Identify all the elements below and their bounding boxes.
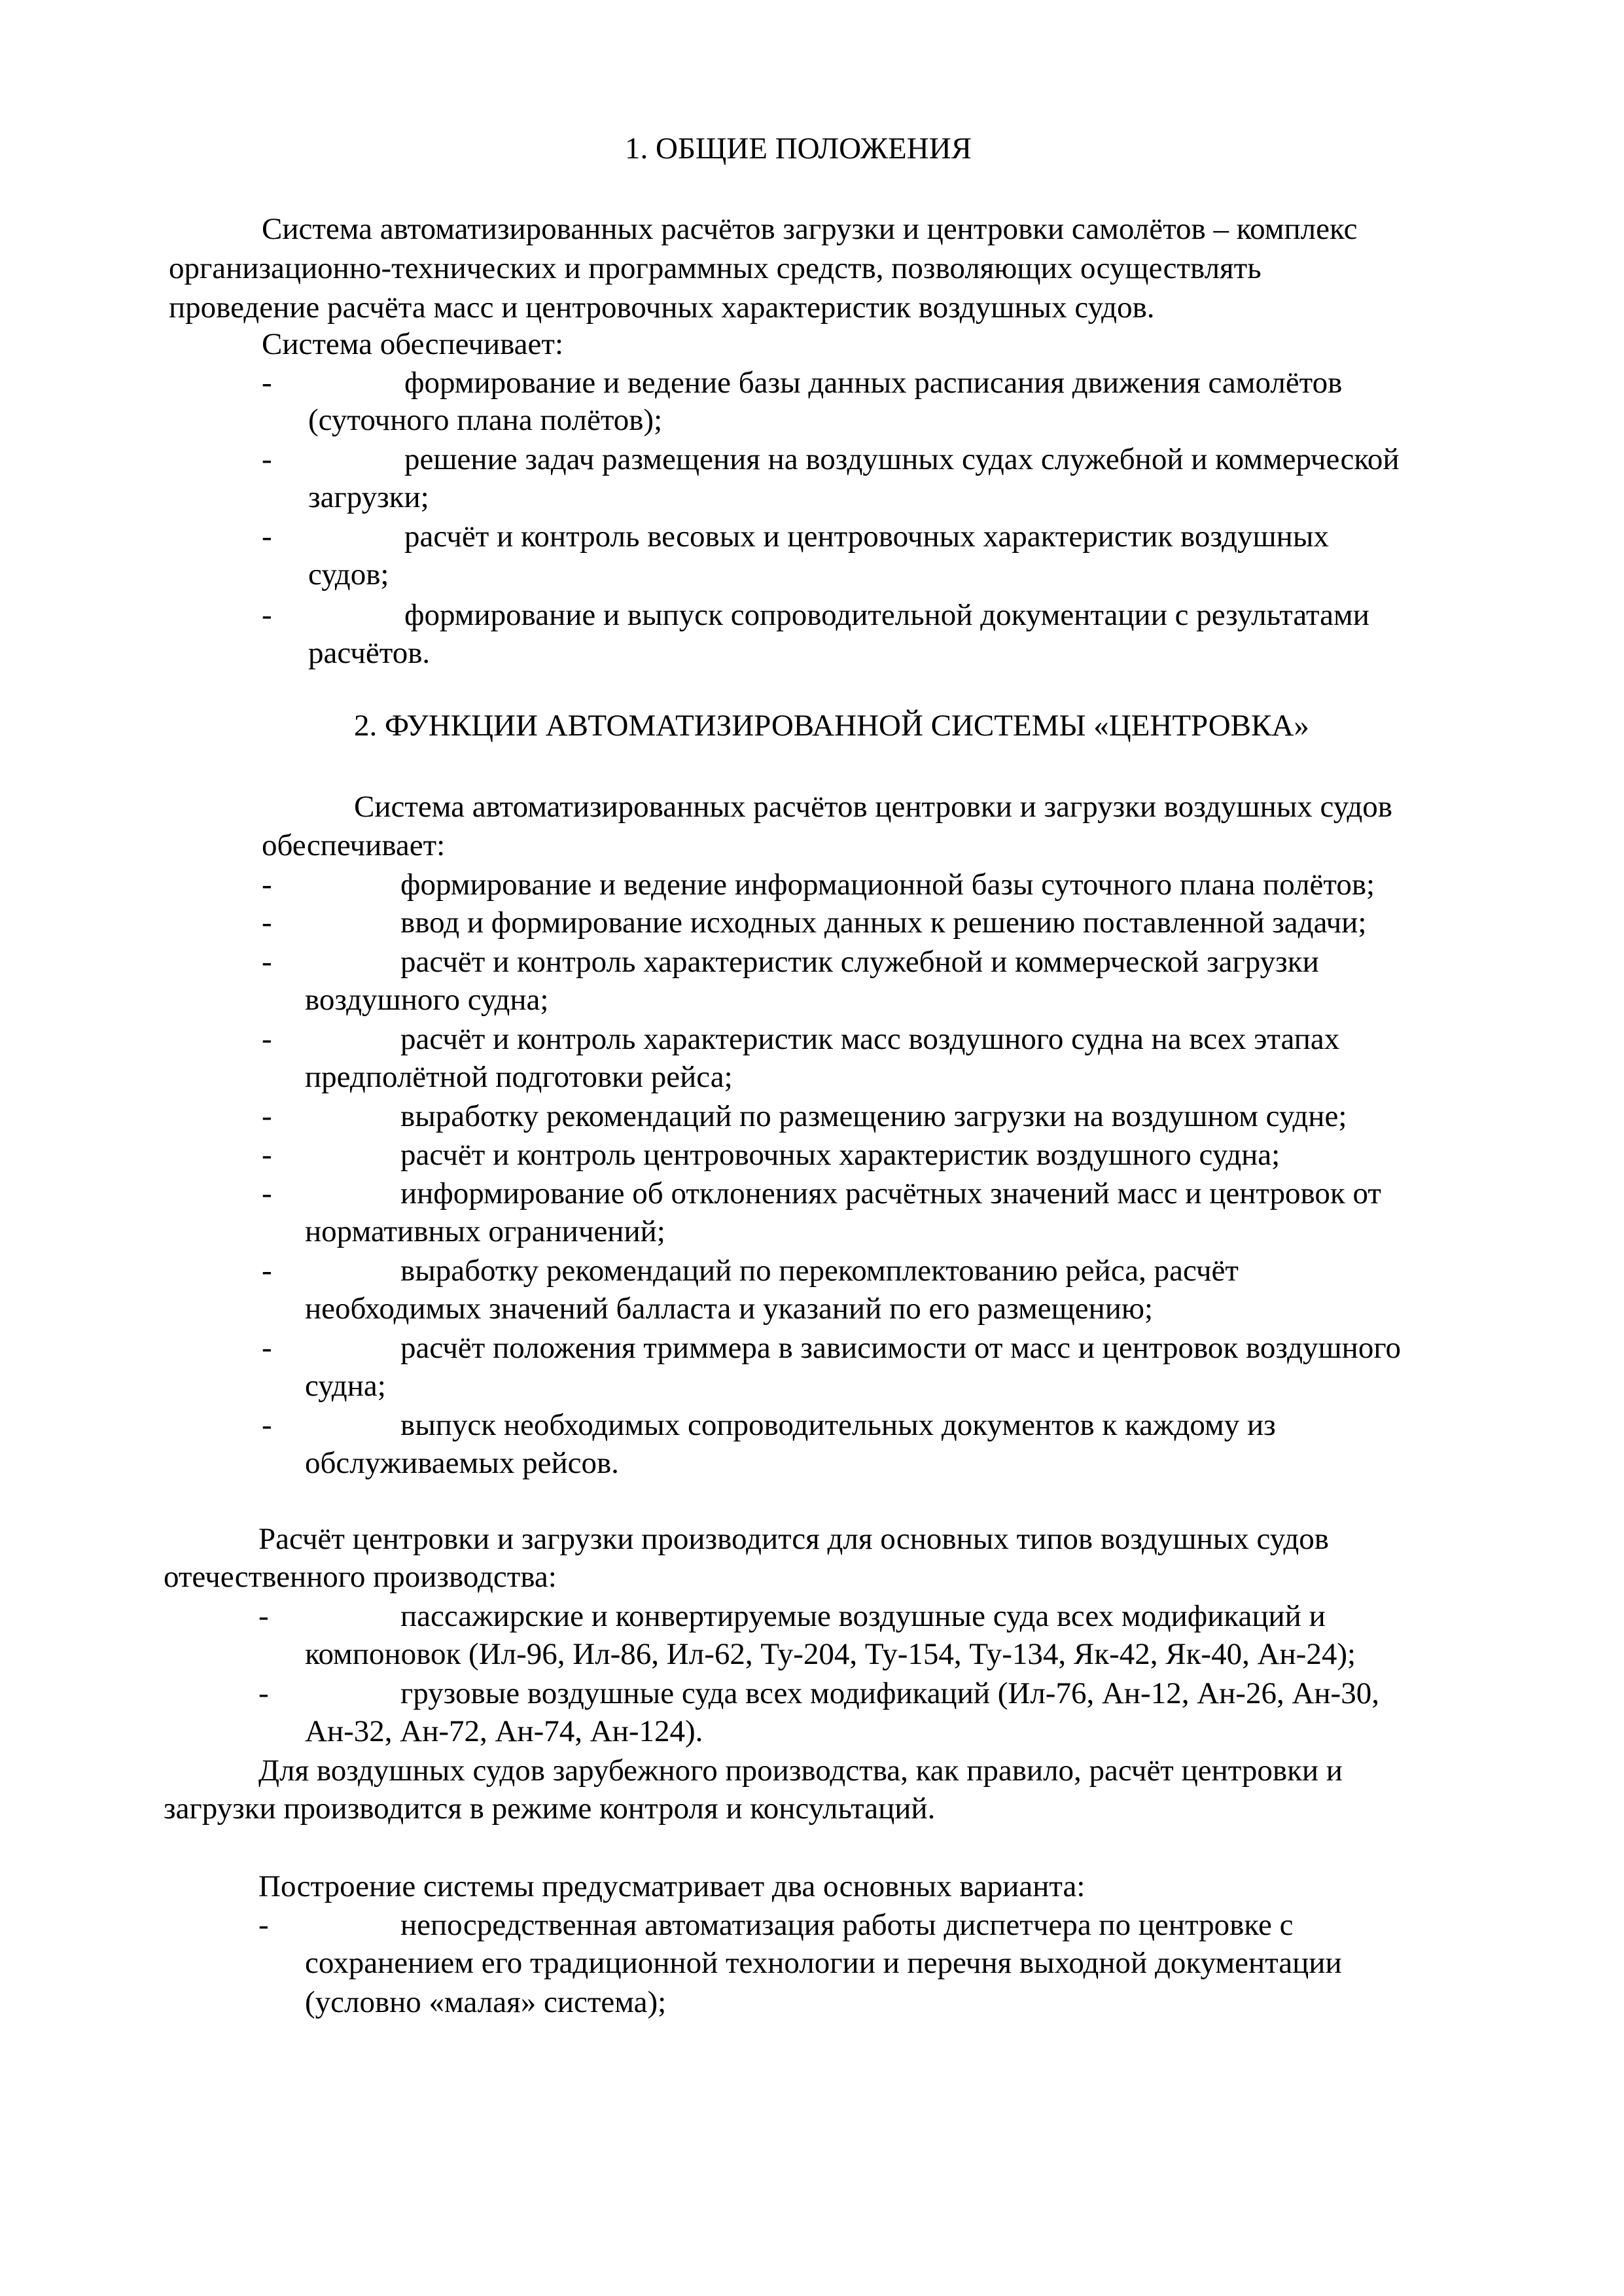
list-item-line: формирование и ведение базы данных расписания движения самолётов xyxy=(404,366,1343,400)
list-bullet-dash: - xyxy=(262,520,272,554)
list-item-line: сохранением его традиционной технологии и перечня выходной документации xyxy=(305,1946,1342,1980)
list-bullet-dash: - xyxy=(258,1676,269,1710)
types-intro-line-2: отечественного производства: xyxy=(164,1560,557,1594)
list-bullet-dash: - xyxy=(262,598,272,632)
list-item-line: обслуживаемых рейсов. xyxy=(305,1446,619,1480)
list-bullet-dash: - xyxy=(262,1138,272,1172)
list-item-line: судов; xyxy=(308,557,389,592)
list-bullet-dash: - xyxy=(262,945,272,979)
list-bullet-dash: - xyxy=(262,906,272,940)
list-item-line: пассажирские и конвертируемые воздушные суда всех модификаций и xyxy=(400,1599,1326,1633)
list-bullet-dash: - xyxy=(262,1408,272,1442)
foreign-line-1: Для воздушных судов зарубежного производства, как правило, расчёт центровки и xyxy=(258,1754,1343,1788)
variants-intro: Построение системы предусматривает два основных варианта: xyxy=(258,1869,1086,1903)
list-bullet-dash: - xyxy=(262,442,272,476)
list-bullet-dash: - xyxy=(258,1599,269,1633)
list-bullet-dash: - xyxy=(262,1331,272,1365)
list-item-line: выпуск необходимых сопроводительных документов к каждому из xyxy=(400,1408,1276,1442)
list-item-line: непосредственная автоматизация работы диспетчера по центровке с xyxy=(400,1908,1294,1942)
list-item-line: загрузки; xyxy=(308,480,429,514)
list-item-line: ввод и формирование исходных данных к решению поставленной задачи; xyxy=(400,906,1367,940)
list-item-line: расчёт положения триммера в зависимости от масс и центровок воздушного xyxy=(400,1331,1401,1365)
list-item-line: грузовые воздушные суда всех модификаций (Ил-76, Ан-12, Ан-26, Ан-30, xyxy=(400,1676,1379,1710)
section-2-intro-line-2: обеспечивает: xyxy=(262,828,446,862)
list-item-line: компоновок (Ил-96, Ил-86, Ил-62, Ту-204, Ту-154, Ту-134, Як-42, Як-40, Ан-24); xyxy=(305,1637,1356,1671)
list-item-line: формирование и выпуск сопроводительной документации с результатами xyxy=(404,598,1369,632)
list-item-line: решение задач размещения на воздушных судах служебной и коммерческой xyxy=(404,442,1400,476)
foreign-line-2: загрузки производится в режиме контроля и консультаций. xyxy=(164,1792,936,1826)
list-item-line: выработку рекомендаций по размещению загрузки на воздушном судне; xyxy=(400,1099,1347,1133)
list-item-line: выработку рекомендаций по перекомплектованию рейса, расчёт xyxy=(400,1254,1239,1288)
list-item-line: расчётов. xyxy=(308,636,431,670)
section-1-intro-line-2: организационно-технических и программных средств, позволяющих осуществлять xyxy=(169,251,1262,285)
list-bullet-dash: - xyxy=(258,1908,269,1942)
list-item-line: расчёт и контроль характеристик масс воздушного судна на всех этапах xyxy=(400,1022,1340,1056)
section-1-lead: Система обеспечивает: xyxy=(262,327,564,361)
section-1-intro-line-3: проведение расчёта масс и центровочных характеристик воздушных судов. xyxy=(169,291,1155,325)
list-item-line: расчёт и контроль центровочных характеристик воздушного судна; xyxy=(400,1138,1280,1172)
list-bullet-dash: - xyxy=(262,1099,272,1133)
list-item-line: (условно «малая» система); xyxy=(305,1985,667,2019)
section-2-heading: 2. ФУНКЦИИ АВТОМАТИЗИРОВАННОЙ СИСТЕМЫ «ЦЕНТРОВКА» xyxy=(354,709,1309,743)
list-item-line: (суточного плана полётов); xyxy=(308,403,663,437)
section-2-intro-line-1: Система автоматизированных расчётов центровки и загрузки воздушных судов xyxy=(354,790,1392,824)
list-bullet-dash: - xyxy=(262,1254,272,1288)
list-bullet-dash: - xyxy=(262,366,272,400)
list-bullet-dash: - xyxy=(262,868,272,902)
list-item-line: расчёт и контроль характеристик служебной и коммерческой загрузки xyxy=(400,945,1319,979)
list-item-line: нормативных ограничений; xyxy=(305,1214,665,1248)
list-item-line: предполётной подготовки рейса; xyxy=(305,1060,733,1094)
list-item-line: информирование об отклонениях расчётных значений масс и центровок от xyxy=(400,1176,1381,1210)
list-item-line: судна; xyxy=(305,1369,386,1403)
list-bullet-dash: - xyxy=(262,1176,272,1210)
list-item-line: воздушного судна; xyxy=(305,983,549,1017)
list-item-line: Ан-32, Ан-72, Ан-74, Ан-124). xyxy=(305,1714,703,1748)
list-item-line: расчёт и контроль весовых и центровочных характеристик воздушных xyxy=(404,520,1329,554)
types-intro-line-1: Расчёт центровки и загрузки производится для основных типов воздушных судов xyxy=(258,1522,1329,1556)
section-1-intro-line-1: Система автоматизированных расчётов загрузки и центровки самолётов – комплекс xyxy=(262,212,1358,246)
list-item-line: необходимых значений балласта и указаний по его размещению; xyxy=(305,1292,1154,1326)
section-1-heading: 1. ОБЩИЕ ПОЛОЖЕНИЯ xyxy=(625,132,972,166)
list-item-line: формирование и ведение информационной базы суточного плана полётов; xyxy=(400,868,1375,902)
list-bullet-dash: - xyxy=(262,1022,272,1056)
